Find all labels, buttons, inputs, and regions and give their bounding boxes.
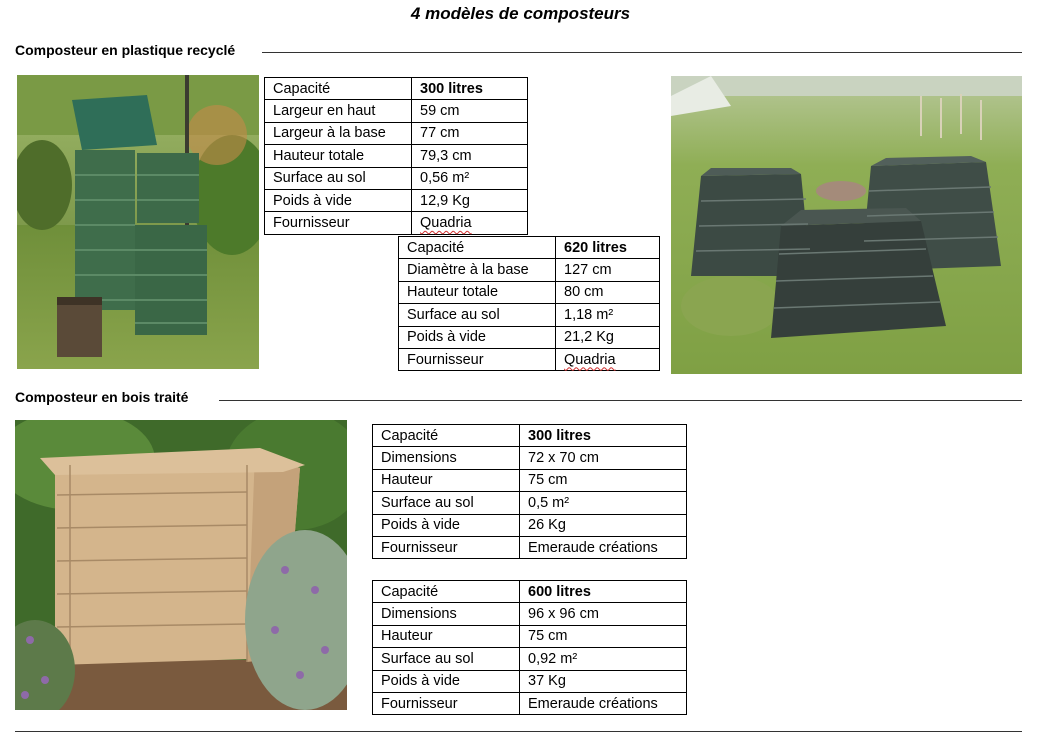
spec-label: Hauteur totale — [265, 145, 412, 167]
spec-label: Fournisseur — [373, 536, 520, 558]
section-heading-plastic: Composteur en plastique recyclé — [15, 42, 236, 58]
bottom-divider — [15, 731, 1022, 732]
spec-label: Fournisseur — [265, 212, 412, 234]
section-heading-wood: Composteur en bois traité — [15, 389, 189, 405]
wood-composter-photo — [15, 420, 347, 710]
spec-label: Surface au sol — [265, 167, 412, 189]
spec-value: 26 Kg — [520, 514, 687, 536]
spec-value: 300 litres — [412, 78, 528, 100]
spec-table-wood-600l — [372, 580, 687, 715]
supplier-name: Quadria — [564, 351, 616, 368]
spec-value: 80 cm — [556, 281, 660, 303]
spec-value: Emeraude créations — [520, 536, 687, 558]
plastic-composter-300l-photo — [17, 75, 259, 369]
spec-label: Poids à vide — [373, 514, 520, 536]
spec-value: Emeraude créations — [520, 692, 687, 714]
spec-label: Poids à vide — [265, 189, 412, 211]
spec-label: Surface au sol — [399, 304, 556, 326]
spec-value: 79,3 cm — [412, 145, 528, 167]
section-divider — [262, 52, 1022, 53]
spec-label: Capacité — [373, 581, 520, 603]
spec-value: 37 Kg — [520, 670, 687, 692]
spec-table-plastic-620l — [398, 236, 660, 371]
spec-label: Hauteur — [373, 625, 520, 647]
spec-label: Capacité — [373, 425, 520, 447]
spec-value: 1,18 m² — [556, 304, 660, 326]
spec-label: Poids à vide — [373, 670, 520, 692]
spec-value: 21,2 Kg — [556, 326, 660, 348]
spec-value: 72 x 70 cm — [520, 447, 687, 469]
spec-value: 75 cm — [520, 625, 687, 647]
spec-label: Diamètre à la base — [399, 259, 556, 281]
spec-value: 300 litres — [520, 425, 687, 447]
page-title: 4 modèles de composteurs — [410, 4, 631, 23]
spec-label: Capacité — [265, 78, 412, 100]
spec-value: 600 litres — [520, 581, 687, 603]
spec-value: 0,56 m² — [412, 167, 528, 189]
spec-value — [412, 212, 528, 234]
spec-label: Largeur à la base — [265, 122, 412, 144]
spec-label: Poids à vide — [399, 326, 556, 348]
spec-value — [556, 348, 660, 370]
section-divider — [219, 400, 1022, 401]
spec-value: 12,9 Kg — [412, 189, 528, 211]
plastic-composter-620l-photo — [671, 76, 1022, 374]
spec-value: 127 cm — [556, 259, 660, 281]
spec-label: Dimensions — [373, 447, 520, 469]
spec-label: Dimensions — [373, 603, 520, 625]
spec-label: Surface au sol — [373, 492, 520, 514]
spec-table-plastic-300l — [264, 77, 528, 235]
spec-label: Fournisseur — [373, 692, 520, 714]
spec-label: Surface au sol — [373, 648, 520, 670]
spec-value: 59 cm — [412, 100, 528, 122]
spec-label: Fournisseur — [399, 348, 556, 370]
spec-label: Capacité — [399, 237, 556, 259]
spec-value: 77 cm — [412, 122, 528, 144]
supplier-name: Quadria — [420, 215, 472, 232]
spec-label: Largeur en haut — [265, 100, 412, 122]
spec-value: 620 litres — [556, 237, 660, 259]
spec-value: 75 cm — [520, 469, 687, 491]
spec-value: 96 x 96 cm — [520, 603, 687, 625]
spec-label: Hauteur totale — [399, 281, 556, 303]
spec-table-wood-300l — [372, 424, 687, 559]
spec-value: 0,5 m² — [520, 492, 687, 514]
spec-label: Hauteur — [373, 469, 520, 491]
spec-value: 0,92 m² — [520, 648, 687, 670]
